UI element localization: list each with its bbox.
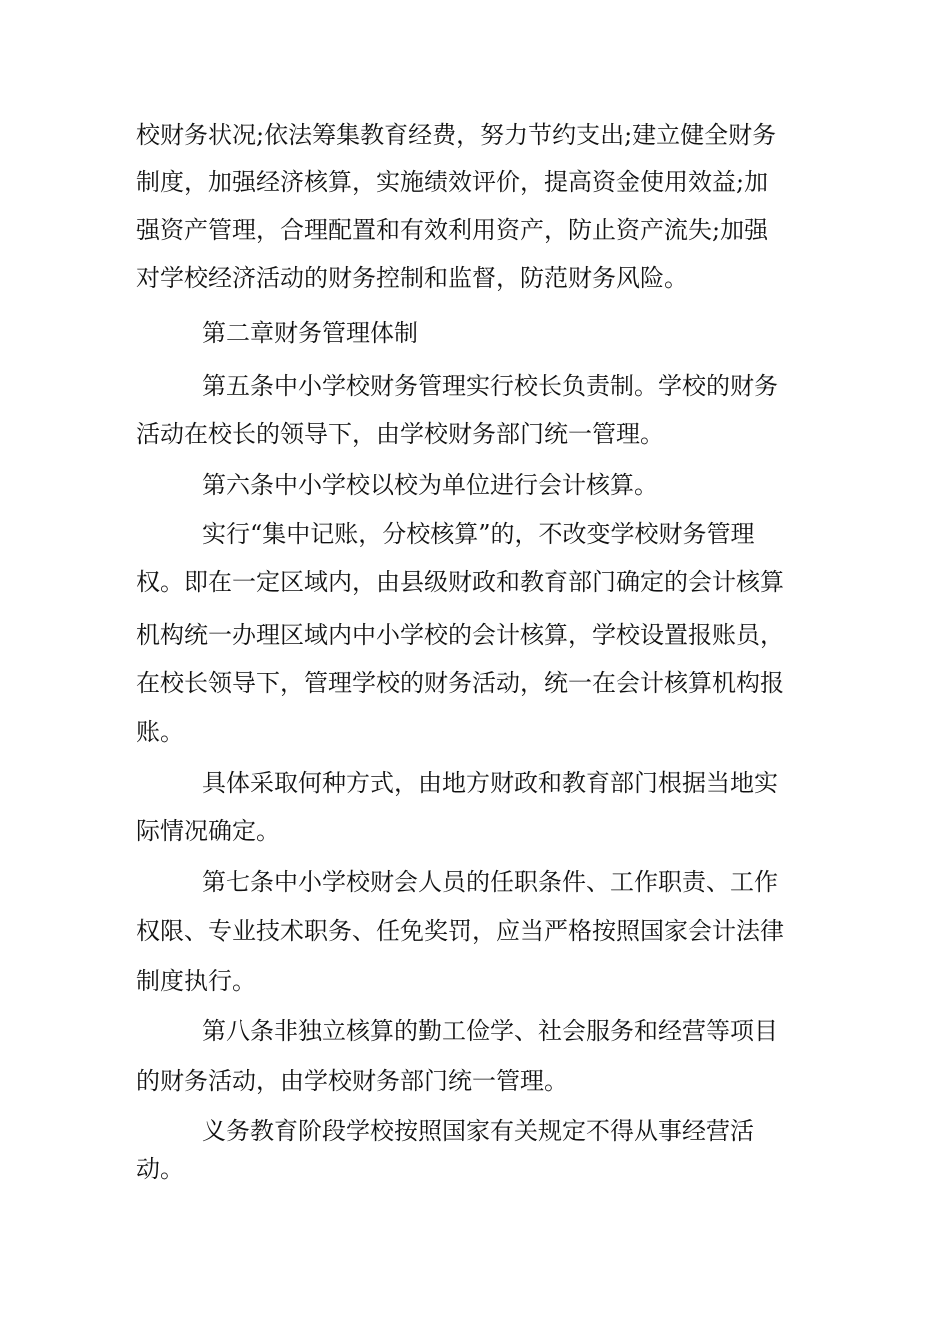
paragraph-line: 对学校经济活动的财务控制和监督，防范财务风险。 — [136, 264, 688, 292]
paragraph-line: 的财务活动，由学校财务部门统一管理。 — [136, 1067, 568, 1095]
paragraph-line: 校财务状况;依法筹集教育经费，努力节约支出;建立健全财务 — [136, 121, 777, 149]
paragraph-line: 机构统一办理区域内中小学校的会计核算，学校设置报账员， — [136, 621, 784, 649]
paragraph-line: 第六条中小学校以校为单位进行会计核算。 — [202, 471, 658, 499]
paragraph-line: 制度，加强经济核算，实施绩效评价，提高资金使用效益;加 — [136, 168, 769, 196]
paragraph-line: 义务教育阶段学校按照国家有关规定不得从事经营活 — [202, 1117, 754, 1145]
paragraph-line: 动。 — [136, 1155, 184, 1183]
paragraph-line: 第八条非独立核算的勤工俭学、社会服务和经营等项目 — [202, 1017, 778, 1045]
paragraph-line: 权限、专业技术职务、任免奖罚，应当严格按照国家会计法律 — [136, 917, 784, 945]
paragraph-line: 权。即在一定区域内，由县级财政和教育部门确定的会计核算 — [136, 568, 784, 596]
paragraph-line: 第七条中小学校财会人员的任职条件、工作职责、工作 — [202, 868, 778, 896]
chapter-heading: 第二章财务管理体制 — [202, 319, 418, 347]
paragraph-line: 实行“集中记账，分校核算”的，不改变学校财务管理 — [202, 520, 755, 548]
paragraph-line: 在校长领导下，管理学校的财务活动，统一在会计核算机构报 — [136, 669, 784, 697]
paragraph-line: 活动在校长的领导下，由学校财务部门统一管理。 — [136, 420, 664, 448]
paragraph-line: 际情况确定。 — [136, 817, 280, 845]
paragraph-line: 第五条中小学校财务管理实行校长负责制。学校的财务 — [202, 372, 778, 400]
paragraph-line: 具体采取何种方式，由地方财政和教育部门根据当地实 — [202, 769, 778, 797]
paragraph-line: 强资产管理，合理配置和有效利用资产，防止资产流失;加强 — [136, 216, 769, 244]
paragraph-line: 制度执行。 — [136, 967, 256, 995]
paragraph-line: 账。 — [136, 718, 184, 746]
